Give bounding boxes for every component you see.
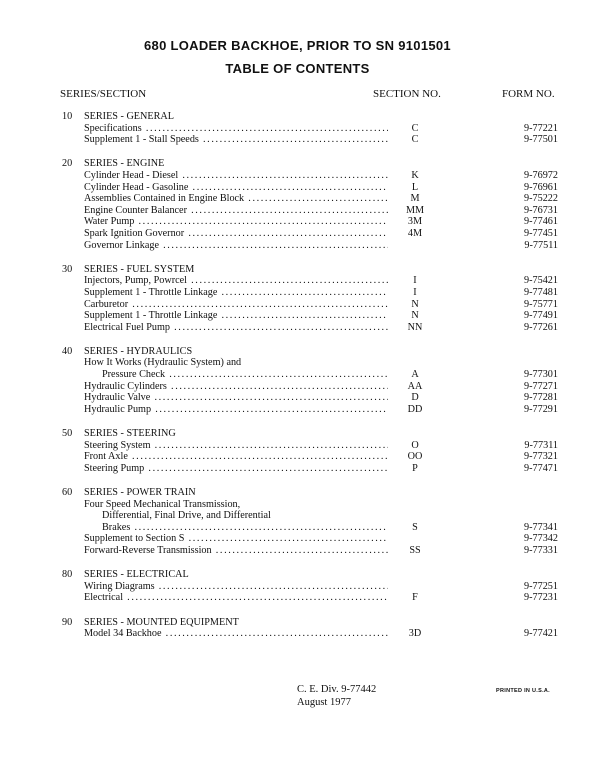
table-of-contents [62,111,562,652]
toc-entry-label: Assemblies Contained in Engine Block ..... [84,193,388,205]
toc-entry-label: Supplement 1 - Throttle Linkage ..... [84,310,388,322]
form-number: 9-77491 [524,310,558,322]
toc-row [62,299,562,311]
series-section [62,264,562,334]
toc-entry-label: Hydraulic Pump ..... [84,404,388,416]
toc-row [62,392,562,404]
section-code: K [411,169,419,181]
form-number: 9-77291 [524,403,558,415]
toc-entry-label: Water Pump ..... [84,216,388,228]
series-heading [62,617,562,629]
toc-entry-label: Forward-Reverse Transmission ..... [84,545,388,557]
form-number: 9-77481 [524,286,558,298]
toc-entry-label: Hydraulic Valve ..... [84,392,388,404]
section-code: SS [409,544,421,556]
form-number: 9-76731 [524,204,558,216]
section-code: A [411,369,419,381]
series-title: SERIES - POWER TRAIN [84,487,196,498]
section-code: S [412,521,418,533]
toc-row [62,628,562,640]
series-heading [62,569,562,581]
section-code: AA [407,380,423,392]
section-code: I [413,275,417,287]
form-number: 9-77461 [524,216,558,228]
toc-row [62,240,562,252]
section-code: N [411,310,419,322]
series-title: SERIES - MOUNTED EQUIPMENT [84,616,239,628]
toc-row [62,182,562,194]
series-section [62,569,562,604]
toc-entry-label: Four Speed Mechanical Transmission, [84,498,241,510]
toc-row [62,440,562,452]
section-code: NN [407,321,423,333]
toc-row [62,533,562,545]
series-heading [62,111,562,123]
toc-entry-label: How It Works (Hydraulic System) and [84,357,242,369]
series-number: 30 [62,263,73,275]
series-heading [62,428,562,440]
form-number: 9-77221 [524,122,558,134]
toc-row [62,170,562,182]
series-heading [62,346,562,358]
toc-row [62,451,562,463]
series-title: SERIES - STEERING [84,428,176,440]
series-number: 90 [62,616,73,628]
form-number: 9-75421 [524,275,558,287]
toc-row [62,369,562,381]
series-section [62,111,562,146]
toc-row [62,310,562,322]
form-number: 9-77251 [524,580,558,592]
toc-row [62,216,562,228]
section-code: M [410,193,420,205]
document-subtitle: TABLE OF CONTENTS [225,61,370,76]
section-code: 3D [408,628,422,640]
toc-row [62,287,562,299]
series-heading [62,158,562,170]
toc-entry-label: Cylinder Head - Diesel ..... [84,170,388,182]
series-number: 40 [62,345,73,357]
toc-entry-label: Brakes ..... [102,522,388,534]
toc-entry-label: Cylinder Head - Gasoline ..... [84,182,388,194]
section-code: I [413,286,417,298]
column-header-series: SERIES/SECTION [60,88,147,100]
form-number: 9-77342 [524,533,558,545]
form-number: 9-77301 [524,369,558,381]
form-number: 9-77271 [524,380,558,392]
toc-row [62,499,562,511]
section-code: F [412,592,418,604]
form-number: 9-77311 [524,439,558,451]
form-number: 9-77321 [524,451,558,463]
series-section [62,617,562,640]
series-title: SERIES - FUEL SYSTEM [84,263,195,275]
series-title: SERIES - ENGINE [84,158,165,170]
toc-row [62,134,562,146]
toc-entry-label: Differential, Final Drive, and Differential [102,510,271,522]
series-heading [62,264,562,276]
form-number: 9-77231 [524,592,558,604]
toc-entry-label: Electrical ..... [84,592,388,604]
section-code: DD [407,403,423,415]
form-number: 9-76961 [524,181,558,193]
toc-entry-label: Model 34 Backhoe ..... [84,628,388,640]
toc-entry-label: Wiring Diagrams ..... [84,581,388,593]
form-number: 9-77331 [524,544,558,556]
form-number: 9-77471 [524,462,558,474]
series-number: 10 [62,111,73,122]
toc-entry-label: Carburetor ..... [84,299,388,311]
toc-entry-label: Front Axle ..... [84,451,388,463]
toc-row [62,123,562,135]
section-code: D [411,392,419,404]
column-header-section-no: SECTION NO. [373,88,441,100]
toc-row [62,322,562,334]
toc-row [62,592,562,604]
series-number: 60 [62,487,73,498]
form-number: 9-75222 [524,193,558,205]
footer-date: August 1977 [297,696,351,708]
column-header-form-no: FORM NO. [502,88,555,100]
toc-entry-label: Pressure Check ..... [102,369,388,381]
toc-entry-label: Governor Linkage ..... [84,240,388,252]
section-code: L [411,181,419,193]
form-number: 9-77261 [524,321,558,333]
toc-row [62,228,562,240]
form-number: 9-77511 [524,239,558,251]
toc-entry-label: Specifications ..... [84,123,388,135]
toc-row [62,357,562,369]
toc-entry-label: Injectors, Pump, Powrcel ..... [84,275,388,287]
toc-row [62,275,562,287]
toc-entry-label: Spark Ignition Governor ..... [84,228,388,240]
form-number: 9-77421 [524,628,558,640]
series-section [62,158,562,251]
series-heading [62,487,562,499]
toc-row [62,463,562,475]
form-number: 9-77451 [524,227,558,239]
series-section [62,346,562,416]
toc-entry-label: Supplement to Section S ..... [84,533,388,545]
form-number: 9-77281 [524,392,558,404]
toc-entry-label: Steering Pump ..... [84,463,388,475]
footer-division: C. E. Div. 9-77442 [297,684,377,695]
section-code: 3M [407,216,423,228]
series-title: SERIES - HYDRAULICS [84,345,193,357]
toc-row [62,381,562,393]
toc-row [62,193,562,205]
series-number: 80 [62,569,73,581]
form-number: 9-77341 [524,521,558,533]
series-title: SERIES - GENERAL [84,111,174,122]
toc-entry-label: Electrical Fuel Pump ..... [84,322,388,334]
section-code: C [411,122,419,134]
series-number: 50 [62,428,73,440]
toc-row [62,581,562,593]
toc-entry-label: Supplement 1 - Stall Speeds ..... [84,134,388,146]
series-section [62,487,562,557]
toc-row [62,522,562,534]
form-number: 9-76972 [524,169,558,181]
series-section [62,428,562,474]
toc-row [62,404,562,416]
section-code: C [411,134,419,146]
section-code: O [411,439,419,451]
printed-in-usa: PRINTED IN U.S.A. [496,688,550,694]
toc-row [62,205,562,217]
toc-entry-label: Engine Counter Balancer ..... [84,205,388,217]
toc-row [62,510,562,522]
document-title: 680 LOADER BACKHOE, PRIOR TO SN 9101501 [144,38,451,53]
section-code: N [411,298,419,310]
toc-entry-label: Steering System ..... [84,440,388,452]
form-number: 9-77501 [524,134,558,146]
footer [297,684,376,709]
section-code: OO [407,451,423,463]
series-number: 20 [62,158,73,170]
series-title: SERIES - ELECTRICAL [84,569,189,581]
toc-entry-label: Supplement 1 - Throttle Linkage ..... [84,287,388,299]
section-code: P [412,462,418,474]
section-code: MM [405,204,425,216]
toc-row [62,545,562,557]
form-number: 9-75771 [524,298,558,310]
section-code: 4M [407,227,423,239]
toc-entry-label: Hydraulic Cylinders ..... [84,381,388,393]
